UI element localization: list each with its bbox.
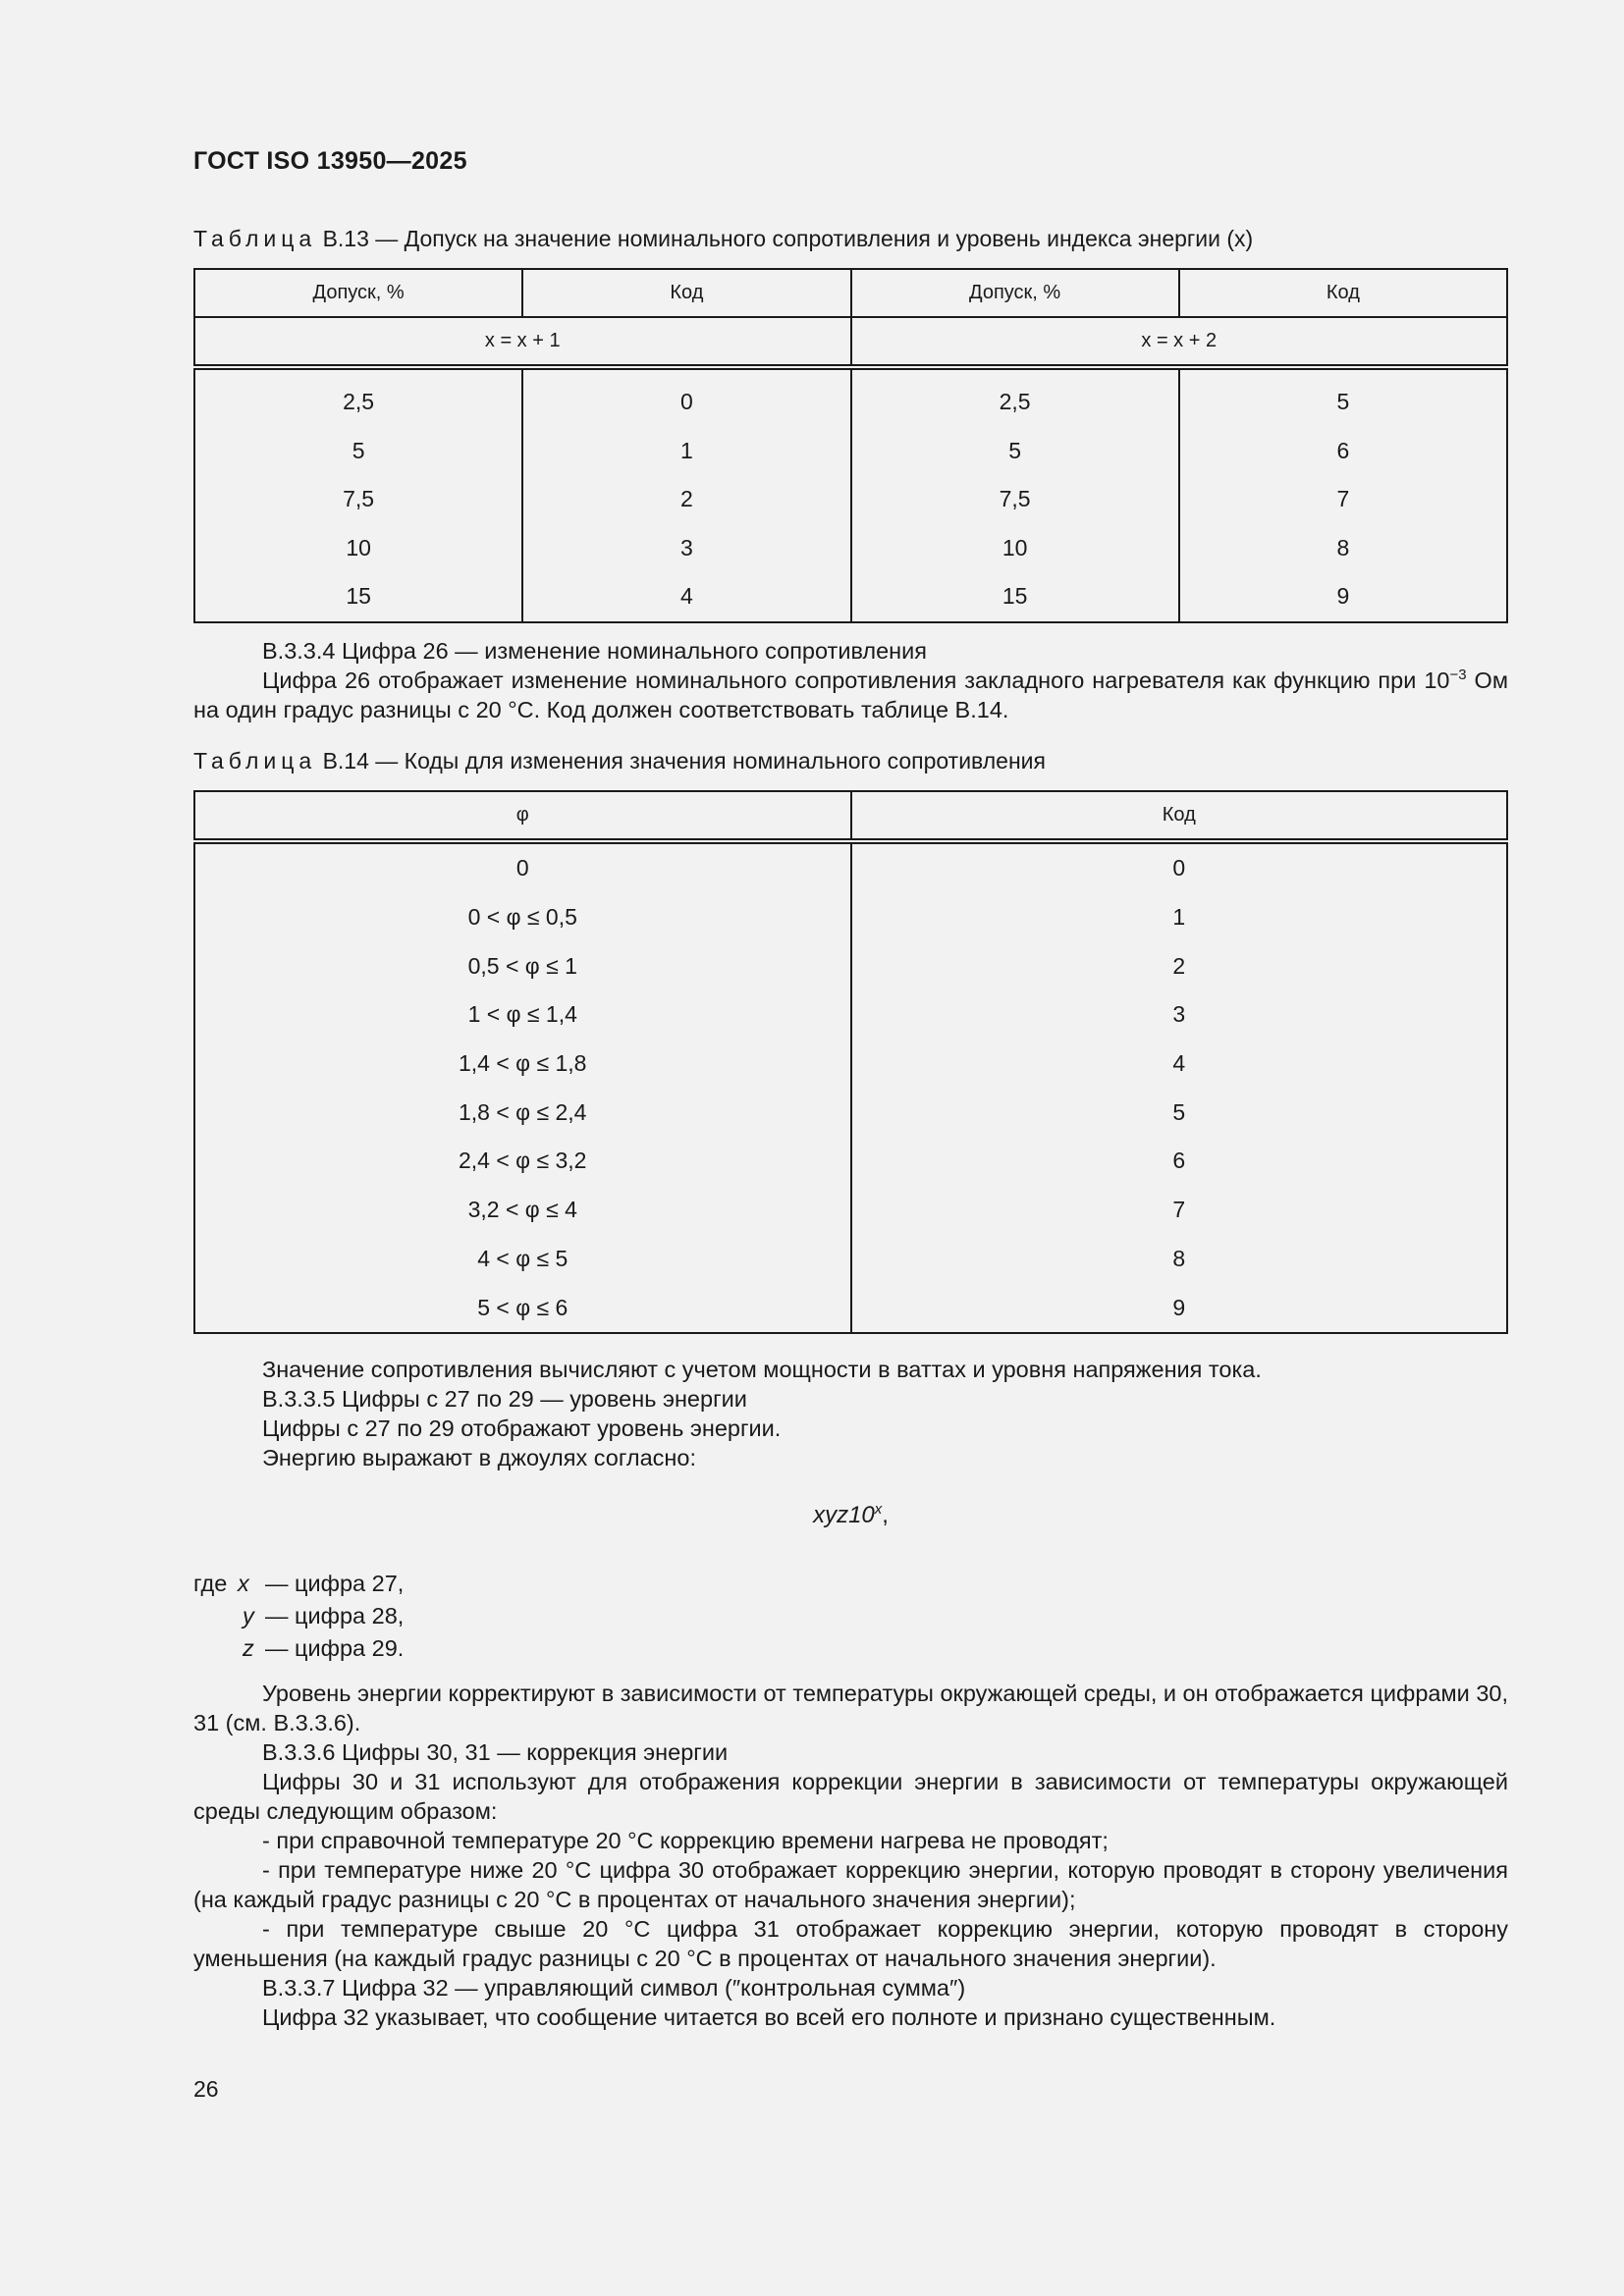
where-var: y — [243, 1603, 254, 1629]
column-header: φ — [194, 791, 851, 841]
section-heading-b334: В.3.3.4 Цифра 26 — изменение номинального сопротивления — [262, 638, 928, 664]
table-row — [194, 1040, 1507, 1089]
table-row — [194, 1283, 1507, 1333]
group-header: x = x + 1 — [194, 317, 851, 367]
group-header: x = x + 2 — [851, 317, 1508, 367]
column-header: Код — [522, 269, 850, 317]
table-row — [194, 1235, 1507, 1284]
list-item: - при температуре свыше 20 °С цифра 31 отображает коррекцию энергии, которую проводят в сторону уменьшения (на каждый градус разницы с 20 °С в процентах от начального значения энергии). — [193, 1916, 1508, 1971]
table-cell: 0 — [851, 841, 1508, 893]
table-cell: 7,5 — [851, 475, 1179, 524]
table-cell: 5 < φ ≤ 6 — [194, 1283, 851, 1333]
table-cell: 9 — [851, 1283, 1508, 1333]
paragraph-resistance: Значение сопротивления вычисляют с учетом мощности в ваттах и уровня напряжения тока. — [262, 1357, 1262, 1382]
table-row — [194, 841, 1507, 893]
table-row — [194, 941, 1507, 990]
paragraph-energy: Энергию выражают в джоулях согласно: — [262, 1445, 697, 1470]
document-header: ГОСТ ISO 13950—2025 — [193, 147, 467, 175]
paragraph-b334: Цифра 26 отображает изменение номинального сопротивления закладного нагревателя как функцию при $10^{-3}$ Ом на один градус разницы с 20 °С. Код должен соответствовать таблице В.14. — [193, 667, 1508, 722]
table-cell: 7 — [1179, 475, 1507, 524]
table-group-row — [194, 317, 1507, 367]
table-cell: 2,5 — [851, 367, 1179, 427]
where-var: x — [238, 1571, 249, 1596]
where-text: — цифра 27, — [265, 1571, 405, 1596]
table-cell: 0 — [522, 367, 850, 427]
table-cell: 5 — [851, 1088, 1508, 1137]
table-cell: 1,8 < φ ≤ 2,4 — [194, 1088, 851, 1137]
table-cell: 8 — [1179, 524, 1507, 573]
energy-formula: xyz10$^x$, — [813, 1501, 889, 1528]
table-cell: 0,5 < φ ≤ 1 — [194, 941, 851, 990]
table-row — [194, 367, 1507, 427]
where-text: — цифра 28, — [265, 1603, 405, 1629]
table-row — [194, 524, 1507, 573]
table-cell: 15 — [194, 572, 522, 622]
table-cell: 10 — [194, 524, 522, 573]
paragraph-b335: Цифры с 27 по 29 отображают уровень энергии. — [262, 1415, 782, 1441]
where-lead: где — [193, 1571, 228, 1596]
table-cell: 1 < φ ≤ 1,4 — [194, 990, 851, 1040]
column-header: Код — [1179, 269, 1507, 317]
table-cell: 7,5 — [194, 475, 522, 524]
table-cell: 2 — [522, 475, 850, 524]
table-row — [194, 1186, 1507, 1235]
table-cell: 15 — [851, 572, 1179, 622]
column-header: Допуск, % — [194, 269, 522, 317]
section-heading-b337: В.3.3.7 Цифра 32 — управляющий символ (″контрольная сумма″) — [262, 1975, 966, 2001]
table-cell: 2 — [851, 941, 1508, 990]
where-var: z — [243, 1635, 254, 1661]
list-item: - при справочной температуре 20 °С коррекцию времени нагрева не проводят; — [262, 1828, 1109, 1853]
table-header-row — [194, 791, 1507, 841]
table-cell: 6 — [851, 1137, 1508, 1186]
table-cell: 5 — [1179, 367, 1507, 427]
table-cell: 5 — [194, 427, 522, 476]
column-header: Код — [851, 791, 1508, 841]
table-cell: 4 — [851, 1040, 1508, 1089]
table-cell: 8 — [851, 1235, 1508, 1284]
table-cell: 0 < φ ≤ 0,5 — [194, 893, 851, 942]
table-cell: 4 < φ ≤ 5 — [194, 1235, 851, 1284]
table-row — [194, 475, 1507, 524]
page-number: 26 — [193, 2076, 219, 2102]
list-item: - при температуре ниже 20 °С цифра 30 отображает коррекцию энергии, которую проводят в сторону увеличения (на каждый градус разницы с 20 °С в процентах от начального значения энергии); — [193, 1857, 1508, 1912]
table-row — [194, 1137, 1507, 1186]
table-cell: 5 — [851, 427, 1179, 476]
table-cell: 3,2 < φ ≤ 4 — [194, 1186, 851, 1235]
where-text: — цифра 29. — [265, 1635, 405, 1661]
table-row — [194, 572, 1507, 622]
table-cell: 3 — [522, 524, 850, 573]
table-b13-caption: Таблица В.13 — Допуск на значение номинального сопротивления и уровень индекса энергии (х) — [193, 226, 1254, 251]
table-cell: 1 — [522, 427, 850, 476]
table-row — [194, 990, 1507, 1040]
table-cell: 1,4 < φ ≤ 1,8 — [194, 1040, 851, 1089]
table-cell: 10 — [851, 524, 1179, 573]
paragraph-energy-correction: Уровень энергии корректируют в зависимости от температуры окружающей среды, и он отображается цифрами 30, 31 (см. В.3.3.6). — [193, 1681, 1508, 1735]
column-header: Допуск, % — [851, 269, 1179, 317]
table-cell: 7 — [851, 1186, 1508, 1235]
table-row — [194, 427, 1507, 476]
table-header-row — [194, 269, 1507, 317]
table-b13 — [193, 268, 1508, 623]
paragraph-b337: Цифра 32 указывает, что сообщение читается во всей его полноте и признано существенным. — [262, 2004, 1276, 2030]
table-cell: 2,5 — [194, 367, 522, 427]
table-b14 — [193, 790, 1508, 1334]
paragraph-b336: Цифры 30 и 31 используют для отображения коррекции энергии в зависимости от температуры окружающей среды следующим образом: — [193, 1769, 1508, 1824]
table-cell: 1 — [851, 893, 1508, 942]
table-row — [194, 893, 1507, 942]
table-row — [194, 1088, 1507, 1137]
table-cell: 9 — [1179, 572, 1507, 622]
table-cell: 0 — [194, 841, 851, 893]
section-heading-b335: В.3.3.5 Цифры с 27 по 29 — уровень энергии — [262, 1386, 747, 1412]
table-b14-caption: Таблица В.14 — Коды для изменения значения номинального сопротивления — [193, 748, 1046, 774]
table-cell: 4 — [522, 572, 850, 622]
table-cell: 2,4 < φ ≤ 3,2 — [194, 1137, 851, 1186]
table-cell: 6 — [1179, 427, 1507, 476]
section-heading-b336: В.3.3.6 Цифры 30, 31 — коррекция энергии — [262, 1739, 729, 1765]
table-cell: 3 — [851, 990, 1508, 1040]
